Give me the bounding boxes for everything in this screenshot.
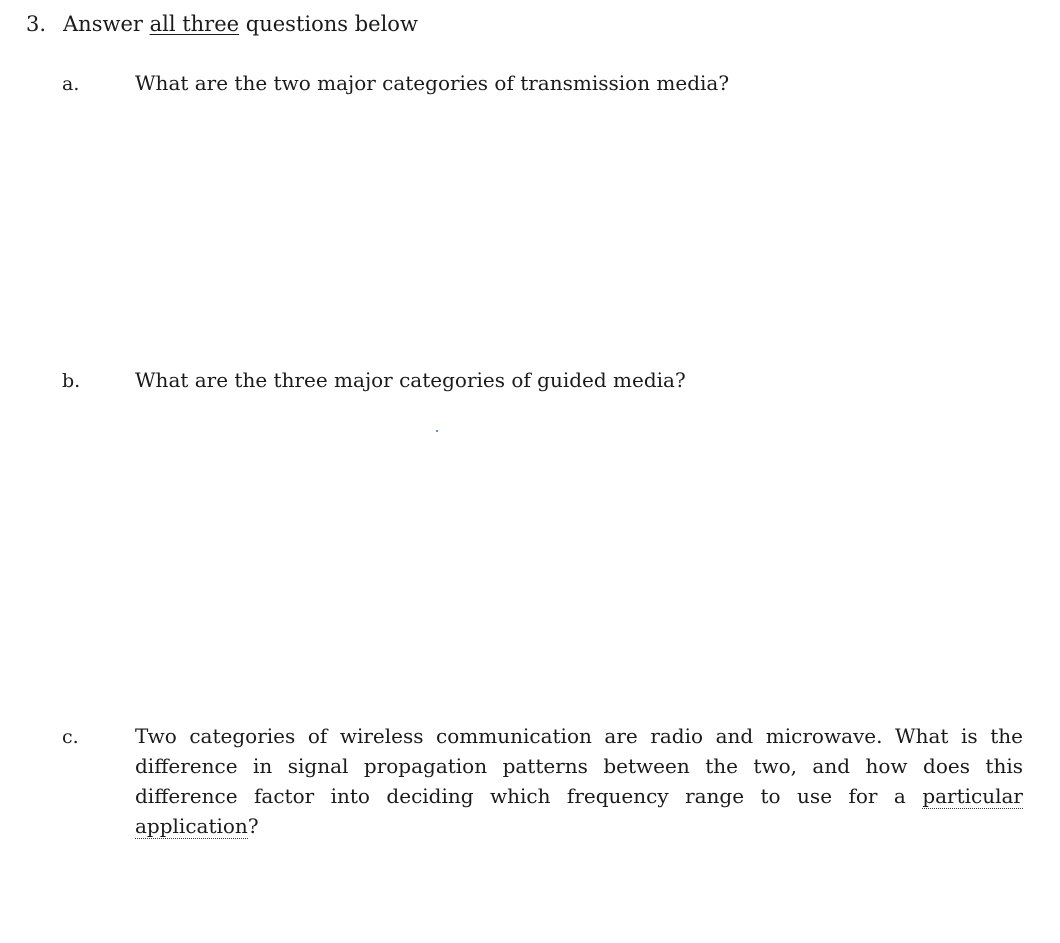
part-a-question: What are the two major categories of transmission media? <box>135 71 730 95</box>
question-instruction-suffix: questions below <box>239 12 418 36</box>
grammar-flagged-phrase[interactable]: particular application <box>135 784 1023 838</box>
part-c-text-end: ? <box>247 814 259 838</box>
part-a-label: a. <box>62 73 80 95</box>
part-c-label: c. <box>62 726 79 748</box>
part-c-question <box>135 721 1023 841</box>
question-heading <box>26 10 418 38</box>
question-instruction-emphasis: all three <box>149 12 240 36</box>
question-number: 3. <box>26 12 47 36</box>
stray-mark <box>436 430 438 432</box>
part-b-label: b. <box>62 370 81 392</box>
part-b-question: What are the three major categories of guided media? <box>135 368 686 392</box>
part-c-text: Two categories of wireless communication are radio and microwave. What is the difference in signal propagation patterns between the two, and how does this difference factor into deciding which frequency range to use for a <box>135 724 1023 808</box>
question-instruction-prefix: Answer <box>63 12 150 36</box>
